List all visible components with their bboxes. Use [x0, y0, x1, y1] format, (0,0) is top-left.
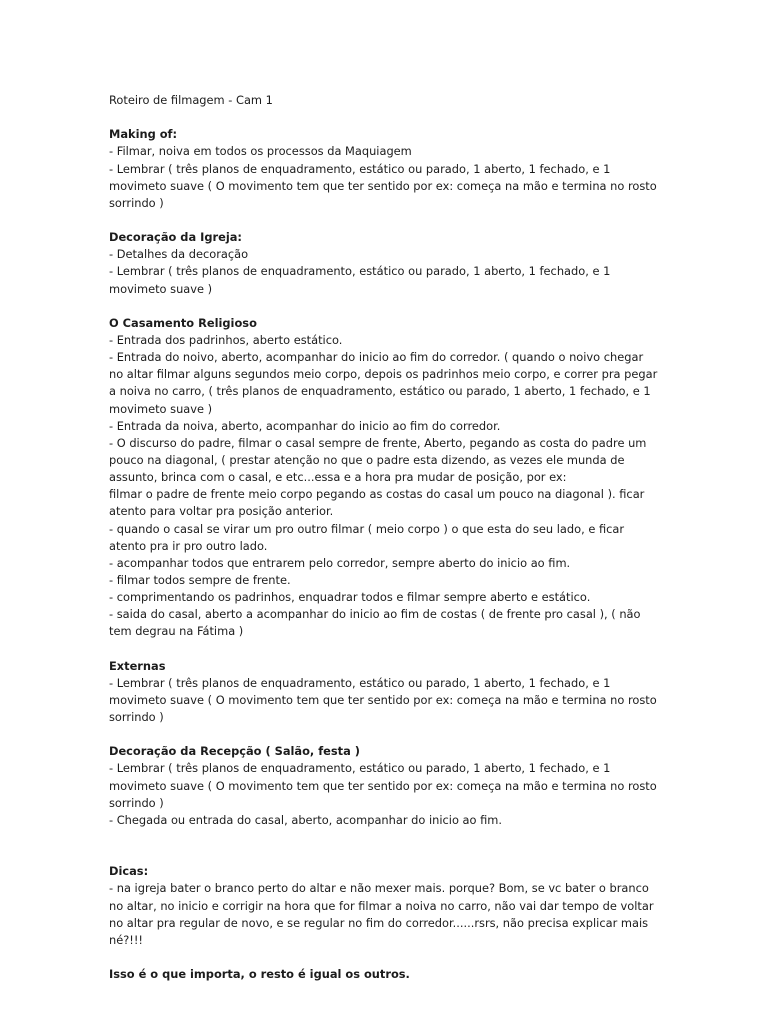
spacer	[109, 641, 654, 658]
spacer	[109, 949, 654, 966]
document-title: Roteiro de filmagem - Cam 1	[109, 93, 273, 107]
section-line: - Chegada ou entrada do casal, aberto, acompanhar do inicio ao fim.	[109, 812, 502, 827]
section-line: - Entrada dos padrinhos, aberto estático.	[109, 332, 343, 347]
section-line: filmar o padre de frente meio corpo pegando as costas do casal um pouco na diagonal ). ficar	[109, 487, 645, 502]
document-page	[109, 92, 658, 983]
section-line: no altar filmar alguns segundos meio corpo, depois os padrinhos meio corpo, e correr pra pegar	[109, 367, 658, 382]
section-heading-dicas: Dicas:	[109, 864, 149, 879]
section-line: movimeto suave ( O movimento tem que ter sentido por ex: começa na mão e termina no rosto	[109, 778, 657, 793]
section-line: no altar pra regular de novo, e se regular no fim do corredor......rsrs, não precisa explicar mais	[109, 915, 649, 930]
section-heading-externas: Externas	[109, 658, 166, 673]
section-line: - Entrada do noivo, aberto, acompanhar do inicio ao fim do corredor. ( quando o noivo chegar	[109, 350, 644, 365]
spacer	[109, 212, 654, 229]
section-line: - quando o casal se virar um pro outro filmar ( meio corpo ) o que esta do seu lado, e ficar	[109, 521, 625, 536]
section-line: a noiva no carro, ( três planos de enquadramento, estático ou parado, 1 aberto, 1 fechado, e 1	[109, 384, 651, 399]
section-line: no altar, no inicio e corrigir na hora que for filmar a noiva no carro, não vai dar tempo de voltar	[109, 898, 654, 913]
section-line: - filmar todos sempre de frente.	[109, 572, 291, 587]
section-line: pouco na diagonal, ( prestar atenção no que o padre esta dizendo, as vezes ele munda de	[109, 452, 625, 467]
section-line: né?!!!	[109, 932, 143, 947]
section-line: - Lembrar ( três planos de enquadramento, estático ou parado, 1 aberto, 1 fechado, e 1	[109, 161, 611, 176]
section-line: - na igreja bater o branco perto do altar e não mexer mais. porque? Bom, se vc bater o branco	[109, 881, 649, 896]
section-heading-making-of: Making of:	[109, 127, 178, 142]
section-line: sorrindo )	[109, 795, 164, 810]
section-line: - saida do casal, aberto a acompanhar do inicio ao fim de costas ( de frente pro casal ), ( não	[109, 607, 641, 622]
section-line: sorrindo )	[109, 195, 164, 210]
section-line: - Lembrar ( três planos de enquadramento, estático ou parado, 1 aberto, 1 fechado, e 1	[109, 675, 611, 690]
section-line: atento pra ir pro outro lado.	[109, 538, 268, 553]
section-heading-religious-wedding: O Casamento Religioso	[109, 315, 257, 330]
closing-statement: Isso é o que importa, o resto é igual os outros.	[109, 967, 410, 982]
spacer	[109, 109, 654, 126]
section-line: movimeto suave )	[109, 281, 213, 296]
section-line: movimeto suave ( O movimento tem que ter sentido por ex: começa na mão e termina no rosto	[109, 692, 657, 707]
spacer	[109, 726, 654, 743]
section-line: movimeto suave )	[109, 401, 213, 416]
section-line: - Detalhes da decoração	[109, 247, 249, 262]
section-line: atento para voltar pra posição anterior.	[109, 504, 334, 519]
section-line: - Lembrar ( três planos de enquadramento, estático ou parado, 1 aberto, 1 fechado, e 1	[109, 264, 611, 279]
section-line: assunto, brinca com o casal, e etc...essa e a hora pra mudar de posição, por ex:	[109, 470, 567, 485]
spacer	[109, 829, 654, 863]
section-line: - O discurso do padre, filmar o casal sempre de frente, Aberto, pegando as costa do padre um	[109, 435, 647, 450]
section-heading-church-decoration: Decoração da Igreja:	[109, 230, 242, 245]
spacer	[109, 298, 654, 315]
section-line: sorrindo )	[109, 710, 164, 725]
section-line: - Entrada da noiva, aberto, acompanhar do inicio ao fim do corredor.	[109, 418, 501, 433]
section-line: - comprimentando os padrinhos, enquadrar todos e filmar sempre aberto e estático.	[109, 590, 591, 605]
section-line: - Filmar, noiva em todos os processos da Maquiagem	[109, 144, 412, 159]
section-line: - acompanhar todos que entrarem pelo corredor, sempre aberto do inicio ao fim.	[109, 555, 571, 570]
section-line: tem degrau na Fátima )	[109, 624, 244, 639]
section-line: - Lembrar ( três planos de enquadramento, estático ou parado, 1 aberto, 1 fechado, e 1	[109, 761, 611, 776]
section-line: movimeto suave ( O movimento tem que ter sentido por ex: começa na mão e termina no rosto	[109, 178, 657, 193]
section-heading-reception-decoration: Decoração da Recepção ( Salão, festa )	[109, 744, 360, 759]
